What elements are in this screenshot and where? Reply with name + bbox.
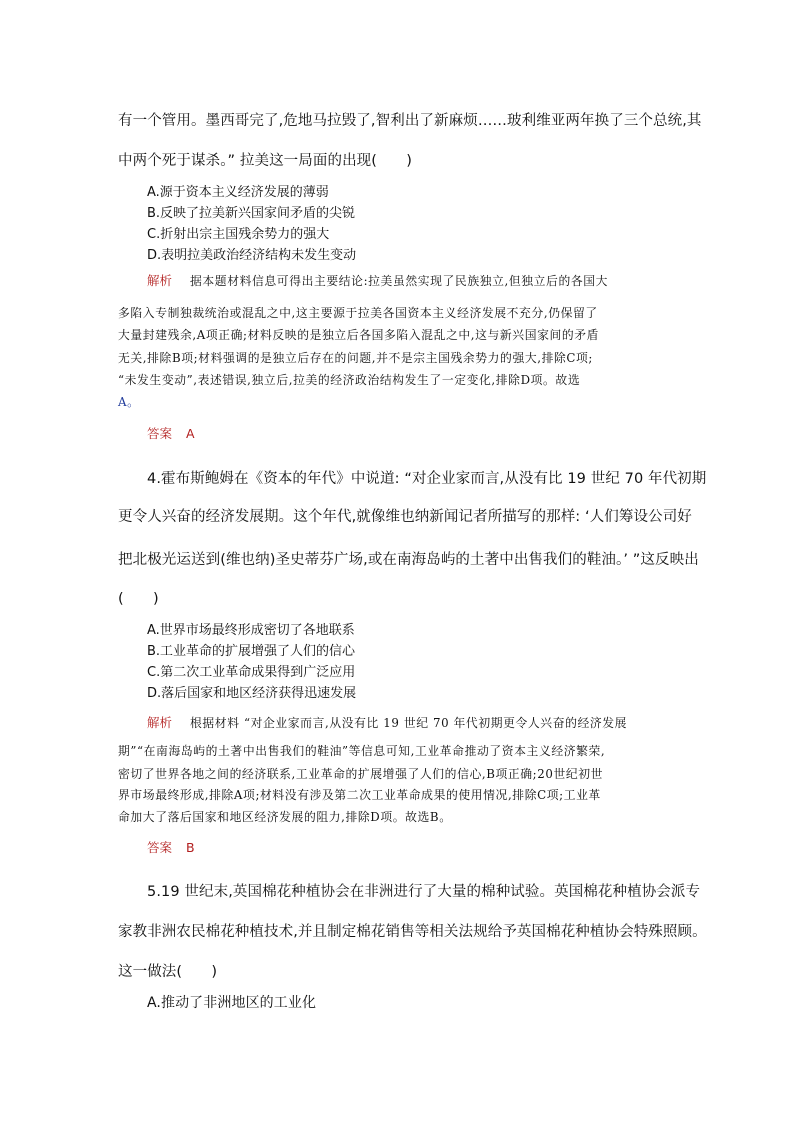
q4-option-a: A.世界市场最终形成密切了各地联系 [147,623,355,638]
q3-analysis-label: 解析 [147,273,173,288]
q4-analysis-line-2: 期”“在南海岛屿的土著中出售我们的鞋油”等信息可知,工业革命推动了资本主义经济繁荣, [118,744,606,758]
q4-analysis-line-3: 密切了世界各地之间的经济联系,工业革命的扩展增强了人们的信心,B项正确;20世纪初世 [118,767,604,781]
q3-answer-value: A [186,426,195,441]
q3-stem-line-1: 有一个管用。墨西哥完了,危地马拉毁了,智利出了新麻烦……玻利维亚两年换了三个总统,其 [118,113,702,129]
q5-stem-line-3: 这一做法( ) [118,964,218,980]
q3-answer-label: 答案 [147,426,173,441]
q4-stem-line-3: 把北极光运送到(维也纳)圣史蒂芬广场,或在南海岛屿的土著中出售我们的鞋油。’ ”这反映出 [118,552,699,568]
q3-analysis-line-4: 无关,排除B项;材料强调的是独立后存在的问题,并不是宗主国残余势力的强大,排除C项; [118,351,593,365]
q4-stem-line-1: 4.霍布斯鲍姆在《资本的年代》中说道: “对企业家而言,从没有比 19 世纪 70 年代初期 [147,471,707,487]
q3-option-b: B.反映了拉美新兴国家间矛盾的尖锐 [147,206,356,221]
q3-analysis-line-5: “未发生变动”,表述错误,独立后,拉美的经济政治结构发生了一定变化,排除D项。故选 [118,373,581,387]
q3-analysis-line-2: 多陷入专制独裁统治或混乱之中,这主要源于拉美各国资本主义经济发展不充分,仍保留了 [118,306,598,320]
q4-analysis-line-1: 解析 根据材料 “对企业家而言,从没有比 19 世纪 70 年代初期更令人兴奋的经济发展 [147,715,628,730]
q4-option-c: C.第二次工业革命成果得到广泛应用 [147,665,356,680]
q4-answer-label: 答案 [147,840,173,855]
q4-answer [147,838,195,856]
q4-analysis-line-5: 命加大了落后国家和地区经济发展的阻力,排除D项。故选B。 [118,810,452,824]
q3-answer [147,424,195,442]
q3-option-a: A.源于资本主义经济发展的薄弱 [147,185,329,200]
q3-analysis-line-3: 大量封建残余,A项正确;材料反映的是独立后各国多陷入混乱之中,这与新兴国家间的矛盾 [118,328,600,342]
q3-analysis-line-6: A。 [118,395,140,409]
q4-stem-line-4: ( ) [118,591,159,607]
q4-analysis-line-4: 界市场最终形成,排除A项;材料没有涉及第二次工业革命成果的使用情况,排除C项;工业革 [118,788,601,802]
q3-option-d: D.表明拉美政治经济结构未发生变动 [147,248,357,263]
q3-analysis-line-1: 解析 据本题材料信息可得出主要结论:拉美虽然实现了民族独立,但独立后的各国大 [147,273,609,288]
q5-option-a: A.推动了非洲地区的工业化 [147,995,317,1011]
q4-answer-value: B [186,840,195,855]
q4-stem-line-2: 更令人兴奋的经济发展期。这个年代,就像维也纳新闻记者所描写的那样: ‘人们筹设公司好 [118,509,692,525]
q4-option-d: D.落后国家和地区经济获得迅速发展 [147,686,357,701]
q3-stem-line-2: 中两个死于谋杀。” 拉美这一局面的出现( ) [118,153,412,169]
q5-stem-line-2: 家教非洲农民棉花种植技术,并且制定棉花销售等相关法规给予英国棉花种植协会特殊照顾。 [118,924,707,940]
q5-stem-line-1: 5.19 世纪末,英国棉花种植协会在非洲进行了大量的棉种试验。英国棉花种植协会派专 [147,884,701,900]
q4-option-b: B.工业革命的扩展增强了人们的信心 [147,644,356,659]
q3-option-c: C.折射出宗主国残余势力的强大 [147,227,330,242]
q4-analysis-label: 解析 [147,715,173,730]
